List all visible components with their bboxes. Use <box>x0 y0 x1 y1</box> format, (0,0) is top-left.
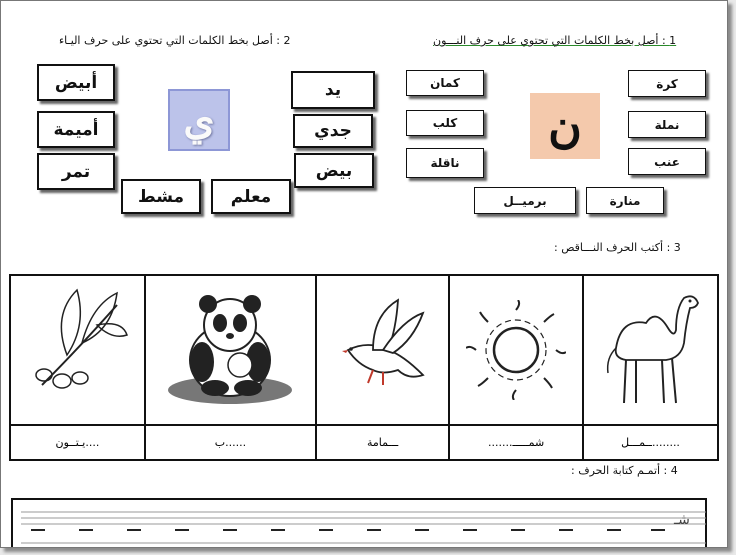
answer-cell[interactable]: ـــمامة <box>316 425 449 460</box>
section4-title: 4 : أتمـم كتابة الحرف : <box>571 464 678 477</box>
word-box[interactable]: أبيض <box>37 64 115 101</box>
trace-letter: شـ <box>674 512 690 528</box>
dove-icon <box>328 295 438 405</box>
picture-cell <box>449 275 583 425</box>
section2-title: 2 : أصل بخط الكلمات التي تحتوي على حرف اليـاء <box>59 34 291 47</box>
word-box[interactable]: كلب <box>406 110 484 136</box>
word-box[interactable]: جدي <box>293 114 373 148</box>
word-box[interactable]: أميمة <box>37 111 115 148</box>
panda-icon <box>160 290 300 410</box>
picture-cell <box>583 275 718 425</box>
answer-cell[interactable]: ........ــمـــل <box>583 425 718 460</box>
section3-title: 3 : أكتب الحرف النـــاقص : <box>554 241 681 254</box>
olive-branch-icon <box>22 285 132 415</box>
word-box[interactable]: معلم <box>211 179 291 214</box>
word-box[interactable]: كرة <box>628 70 706 97</box>
answer-cell[interactable]: ....يـتــون <box>10 425 145 460</box>
word-box[interactable]: منارة <box>586 187 664 214</box>
letter-yaa-card: ي <box>168 89 230 151</box>
word-box[interactable]: برميــل <box>474 187 576 214</box>
sun-icon <box>466 300 566 400</box>
word-box[interactable]: يد <box>291 71 375 109</box>
word-box[interactable]: تمر <box>37 153 115 190</box>
word-box[interactable]: مشط <box>121 179 201 214</box>
section1-title: 1 : أصل بخط الكلمات التي تحتوي على حرف النـــون <box>433 34 677 47</box>
word-box[interactable]: كمان <box>406 70 484 96</box>
answer-cell[interactable]: ......ب <box>145 425 316 460</box>
word-box[interactable]: بيض <box>294 153 374 188</box>
word-box[interactable]: ناقلة <box>406 148 484 178</box>
picture-cell <box>145 275 316 425</box>
missing-letter-table <box>9 274 719 461</box>
answer-cell[interactable]: شمـــــ....... <box>449 425 583 460</box>
handwriting-lines <box>21 510 711 548</box>
picture-cell <box>10 275 145 425</box>
word-box[interactable]: عنب <box>628 148 706 175</box>
letter-noon-card: ن <box>530 93 600 159</box>
word-box[interactable]: نملة <box>628 111 706 138</box>
picture-cell <box>316 275 449 425</box>
camel-icon <box>596 288 706 413</box>
